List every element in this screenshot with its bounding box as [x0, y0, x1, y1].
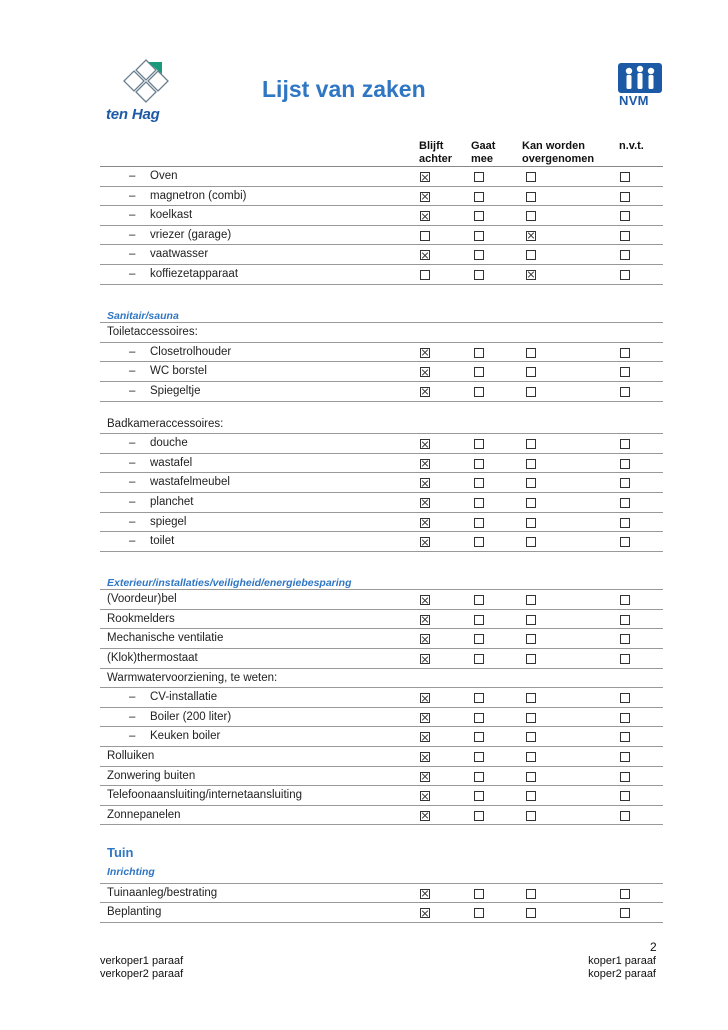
pinwheel-logo-icon — [122, 58, 170, 104]
checkbox-nvt[interactable] — [620, 772, 630, 782]
checkbox-blijft-achter[interactable] — [420, 654, 430, 664]
checkbox-kan-worden-overgenomen[interactable] — [526, 654, 536, 664]
row-label: Tuin — [107, 845, 134, 861]
table-row — [100, 884, 663, 904]
row-label: Rolluiken — [107, 750, 155, 763]
checkbox-kan-worden-overgenomen[interactable] — [526, 498, 536, 508]
row-label: vaatwasser — [150, 248, 209, 261]
checkbox-gaat-mee[interactable] — [474, 211, 484, 221]
dash-bullet: – — [129, 476, 136, 489]
checkbox-blijft-achter[interactable] — [420, 172, 430, 182]
checkbox-gaat-mee[interactable] — [474, 270, 484, 280]
table-row — [100, 362, 663, 382]
checkbox-nvt[interactable] — [620, 459, 630, 469]
table-row — [100, 688, 663, 708]
checkbox-gaat-mee[interactable] — [474, 811, 484, 821]
row-label: Closetrolhouder — [150, 345, 232, 358]
checkbox-gaat-mee[interactable] — [474, 693, 484, 703]
dash-bullet: – — [129, 495, 136, 508]
row-spacer — [100, 285, 663, 304]
checkbox-gaat-mee[interactable] — [474, 889, 484, 899]
table-row — [100, 343, 663, 363]
checkbox-kan-worden-overgenomen[interactable] — [526, 595, 536, 605]
checkbox-kan-worden-overgenomen[interactable] — [526, 192, 536, 202]
column-header-nvt: n.v.t. — [619, 140, 644, 152]
checkbox-blijft-achter[interactable] — [420, 250, 430, 260]
row-label: planchet — [150, 495, 194, 508]
checkbox-gaat-mee[interactable] — [474, 518, 484, 528]
checkbox-nvt[interactable] — [620, 250, 630, 260]
checkbox-gaat-mee[interactable] — [474, 772, 484, 782]
checkbox-blijft-achter[interactable] — [420, 231, 430, 241]
checkbox-kan-worden-overgenomen[interactable] — [526, 459, 536, 469]
checkbox-blijft-achter[interactable] — [420, 713, 430, 723]
checkbox-kan-worden-overgenomen[interactable] — [526, 231, 536, 241]
checkbox-blijft-achter[interactable] — [420, 518, 430, 528]
checkbox-nvt[interactable] — [620, 634, 630, 644]
checkbox-blijft-achter[interactable] — [420, 752, 430, 762]
dash-bullet: – — [129, 228, 136, 241]
row-label: Beplanting — [107, 906, 162, 919]
group-heading — [100, 415, 663, 435]
row-label: Mechanische ventilatie — [107, 632, 224, 645]
dash-bullet: – — [129, 456, 136, 469]
row-label: Rookmelders — [107, 612, 175, 625]
checkbox-kan-worden-overgenomen[interactable] — [526, 889, 536, 899]
checkbox-kan-worden-overgenomen[interactable] — [526, 908, 536, 918]
checkbox-kan-worden-overgenomen[interactable] — [526, 367, 536, 377]
table-row — [100, 786, 663, 806]
page-title: Lijst van zaken — [262, 76, 426, 102]
checkbox-blijft-achter[interactable] — [420, 478, 430, 488]
section-heading — [100, 304, 663, 324]
row-label: (Voordeur)bel — [107, 593, 177, 606]
table-row — [100, 493, 663, 513]
table-row — [100, 806, 663, 826]
row-label: Tuinaanleg/bestrating — [107, 886, 218, 899]
checkbox-nvt[interactable] — [620, 908, 630, 918]
section-heading — [100, 864, 663, 884]
row-spacer — [100, 402, 663, 415]
table-row — [100, 434, 663, 454]
checkbox-kan-worden-overgenomen[interactable] — [526, 615, 536, 625]
row-label: Keuken boiler — [150, 730, 221, 743]
group-heading — [100, 669, 663, 689]
checkbox-gaat-mee[interactable] — [474, 791, 484, 801]
ten-hag-brand: ten Hag — [106, 106, 160, 123]
checkbox-nvt[interactable] — [620, 231, 630, 241]
checkbox-nvt[interactable] — [620, 518, 630, 528]
dash-bullet: – — [129, 384, 136, 397]
row-label: Boiler (200 liter) — [150, 710, 232, 723]
table-row — [100, 265, 663, 285]
row-label: vriezer (garage) — [150, 228, 232, 241]
checkbox-kan-worden-overgenomen[interactable] — [526, 811, 536, 821]
checkbox-blijft-achter[interactable] — [420, 634, 430, 644]
row-label: toilet — [150, 535, 175, 548]
checkbox-nvt[interactable] — [620, 595, 630, 605]
checkbox-gaat-mee[interactable] — [474, 654, 484, 664]
checkbox-gaat-mee[interactable] — [474, 250, 484, 260]
seller1-initials-label: verkoper1 paraaf — [100, 955, 184, 967]
checkbox-kan-worden-overgenomen[interactable] — [526, 732, 536, 742]
nvm-figures-icon — [618, 63, 662, 93]
table-row — [100, 767, 663, 787]
checkbox-gaat-mee[interactable] — [474, 439, 484, 449]
checkbox-kan-worden-overgenomen[interactable] — [526, 713, 536, 723]
checkbox-nvt[interactable] — [620, 713, 630, 723]
checkbox-kan-worden-overgenomen[interactable] — [526, 387, 536, 397]
checkbox-blijft-achter[interactable] — [420, 908, 430, 918]
row-label: CV-installatie — [150, 691, 218, 704]
row-label: (Klok)thermostaat — [107, 652, 198, 665]
checkbox-gaat-mee[interactable] — [474, 713, 484, 723]
checkbox-blijft-achter[interactable] — [420, 211, 430, 221]
page-number: 2 — [650, 940, 657, 954]
checkbox-gaat-mee[interactable] — [474, 478, 484, 488]
checkbox-nvt[interactable] — [620, 537, 630, 547]
dash-bullet: – — [129, 345, 136, 358]
checkbox-nvt[interactable] — [620, 211, 630, 221]
checkbox-gaat-mee[interactable] — [474, 908, 484, 918]
checkbox-nvt[interactable] — [620, 693, 630, 703]
dash-bullet: – — [129, 710, 136, 723]
checkbox-blijft-achter[interactable] — [420, 732, 430, 742]
dash-bullet: – — [129, 515, 136, 528]
row-label: Zonnepanelen — [107, 808, 181, 821]
dash-bullet: – — [129, 437, 136, 450]
nvm-logo — [618, 63, 664, 109]
column-header-gaat-mee: Gaat mee — [471, 140, 496, 165]
dash-bullet: – — [129, 691, 136, 704]
checkbox-blijft-achter[interactable] — [420, 498, 430, 508]
checkbox-kan-worden-overgenomen[interactable] — [526, 634, 536, 644]
table-row — [100, 167, 663, 187]
checkbox-nvt[interactable] — [620, 192, 630, 202]
checkbox-blijft-achter[interactable] — [420, 270, 430, 280]
dash-bullet: – — [129, 535, 136, 548]
checkbox-blijft-achter[interactable] — [420, 693, 430, 703]
checkbox-gaat-mee[interactable] — [474, 459, 484, 469]
group-heading — [100, 323, 663, 343]
row-label: magnetron (combi) — [150, 189, 247, 202]
checkbox-blijft-achter[interactable] — [420, 889, 430, 899]
table-row — [100, 454, 663, 474]
checkbox-nvt[interactable] — [620, 752, 630, 762]
checkbox-nvt[interactable] — [620, 654, 630, 664]
checkbox-gaat-mee[interactable] — [474, 615, 484, 625]
table-row — [100, 226, 663, 246]
dash-bullet: – — [129, 267, 136, 280]
table-row — [100, 187, 663, 207]
row-label: Sanitair/sauna — [107, 309, 179, 322]
checkbox-gaat-mee[interactable] — [474, 752, 484, 762]
checkbox-nvt[interactable] — [620, 270, 630, 280]
table-row — [100, 903, 663, 923]
checkbox-kan-worden-overgenomen[interactable] — [526, 348, 536, 358]
row-label: Badkameraccessoires: — [107, 417, 224, 430]
checkbox-gaat-mee[interactable] — [474, 732, 484, 742]
checkbox-nvt[interactable] — [620, 498, 630, 508]
row-label: Oven — [150, 170, 178, 182]
row-spacer — [100, 825, 663, 844]
row-label: douche — [150, 437, 188, 450]
checkbox-nvt[interactable] — [620, 732, 630, 742]
row-label: WC borstel — [150, 365, 207, 378]
row-label: Exterieur/installaties/veiligheid/energiebesparing — [107, 576, 352, 589]
row-label: Spiegeltje — [150, 384, 201, 397]
seller2-initials-label: verkoper2 paraaf — [100, 968, 184, 980]
checkbox-nvt[interactable] — [620, 348, 630, 358]
checkbox-kan-worden-overgenomen[interactable] — [526, 791, 536, 801]
checkbox-kan-worden-overgenomen[interactable] — [526, 772, 536, 782]
checkbox-nvt[interactable] — [620, 791, 630, 801]
checkbox-kan-worden-overgenomen[interactable] — [526, 693, 536, 703]
column-header-blijft-achter: Blijft achter — [419, 140, 453, 165]
checkbox-nvt[interactable] — [620, 889, 630, 899]
checkbox-blijft-achter[interactable] — [420, 595, 430, 605]
table-row — [100, 629, 663, 649]
table-row — [100, 610, 663, 630]
table-row — [100, 245, 663, 265]
table-row — [100, 532, 663, 552]
row-label: Warmwatervoorziening, te weten: — [107, 671, 278, 684]
table-row — [100, 649, 663, 669]
checkbox-nvt[interactable] — [620, 615, 630, 625]
checkbox-gaat-mee[interactable] — [474, 231, 484, 241]
table-row — [100, 708, 663, 728]
column-header-kan-worden-overgenomen: Kan worden overgenomen — [522, 140, 595, 165]
checkbox-nvt[interactable] — [620, 811, 630, 821]
row-label: spiegel — [150, 515, 187, 528]
table-row — [100, 727, 663, 747]
checkbox-kan-worden-overgenomen[interactable] — [526, 537, 536, 547]
checkbox-kan-worden-overgenomen[interactable] — [526, 439, 536, 449]
checkbox-nvt[interactable] — [620, 439, 630, 449]
checkbox-gaat-mee[interactable] — [474, 367, 484, 377]
dash-bullet: – — [129, 365, 136, 378]
checkbox-kan-worden-overgenomen[interactable] — [526, 270, 536, 280]
nvm-brand: NVM — [619, 93, 649, 108]
checkbox-gaat-mee[interactable] — [474, 387, 484, 397]
checkbox-nvt[interactable] — [620, 387, 630, 397]
table-row — [100, 473, 663, 493]
row-label: koelkast — [150, 209, 193, 222]
checkbox-blijft-achter[interactable] — [420, 537, 430, 547]
row-label: Telefoonaansluiting/internetaansluiting — [107, 789, 303, 802]
checkbox-gaat-mee[interactable] — [474, 634, 484, 644]
checkbox-blijft-achter[interactable] — [420, 387, 430, 397]
checkbox-blijft-achter[interactable] — [420, 459, 430, 469]
dash-bullet: – — [129, 730, 136, 743]
row-label: Inrichting — [107, 866, 155, 878]
checkbox-nvt[interactable] — [620, 172, 630, 182]
buyer2-initials-label: koper2 paraaf — [588, 968, 656, 980]
dash-bullet: – — [129, 209, 136, 222]
table-row — [100, 206, 663, 226]
checkbox-gaat-mee[interactable] — [474, 498, 484, 508]
checkbox-kan-worden-overgenomen[interactable] — [526, 250, 536, 260]
checkbox-kan-worden-overgenomen[interactable] — [526, 211, 536, 221]
dash-bullet: – — [129, 189, 136, 202]
checkbox-blijft-achter[interactable] — [420, 192, 430, 202]
checkbox-nvt[interactable] — [620, 367, 630, 377]
checkbox-kan-worden-overgenomen[interactable] — [526, 478, 536, 488]
checklist-table — [100, 167, 663, 923]
ten-hag-logo — [100, 58, 192, 128]
checkbox-gaat-mee[interactable] — [474, 172, 484, 182]
checkbox-gaat-mee[interactable] — [474, 595, 484, 605]
dash-bullet: – — [129, 248, 136, 261]
table-row — [100, 382, 663, 402]
checkbox-blijft-achter[interactable] — [420, 439, 430, 449]
table-row — [100, 590, 663, 610]
checkbox-gaat-mee[interactable] — [474, 192, 484, 202]
row-label: Toiletaccessoires: — [107, 326, 198, 339]
checkbox-blijft-achter[interactable] — [420, 615, 430, 625]
checkbox-gaat-mee[interactable] — [474, 537, 484, 547]
section-heading — [100, 844, 663, 864]
row-label: Zonwering buiten — [107, 769, 196, 782]
checkbox-blijft-achter[interactable] — [420, 811, 430, 821]
checkbox-kan-worden-overgenomen[interactable] — [526, 752, 536, 762]
row-label: wastafel — [150, 456, 193, 469]
table-row — [100, 747, 663, 767]
checkbox-kan-worden-overgenomen[interactable] — [526, 172, 536, 182]
checkbox-blijft-achter[interactable] — [420, 367, 430, 377]
checkbox-gaat-mee[interactable] — [474, 348, 484, 358]
checkbox-blijft-achter[interactable] — [420, 348, 430, 358]
row-label: wastafelmeubel — [150, 476, 230, 489]
row-spacer — [100, 552, 663, 571]
buyer1-initials-label: koper1 paraaf — [588, 955, 656, 967]
checkbox-kan-worden-overgenomen[interactable] — [526, 518, 536, 528]
row-label: koffiezetapparaat — [150, 267, 239, 280]
checkbox-blijft-achter[interactable] — [420, 791, 430, 801]
section-heading — [100, 571, 663, 591]
checkbox-nvt[interactable] — [620, 478, 630, 488]
checkbox-blijft-achter[interactable] — [420, 772, 430, 782]
dash-bullet: – — [129, 170, 136, 182]
table-row — [100, 513, 663, 533]
